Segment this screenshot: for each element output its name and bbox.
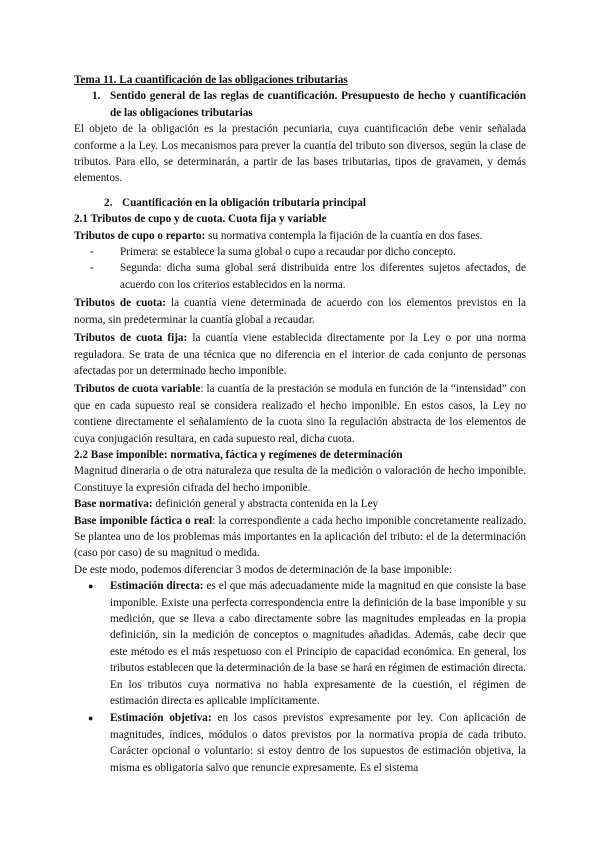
section-2-title: Cuantificación en la obligación tributaria principal: [122, 196, 366, 209]
list-item-text: [110, 578, 526, 709]
cuota-term: Tributos de cuota:: [74, 297, 166, 310]
base-factica-paragraph: [74, 513, 526, 562]
cupo-phases-list: [74, 244, 526, 293]
cupo-term: Tributos de cupo o reparto:: [74, 229, 206, 242]
modos-intro: De este modo, podemos diferenciar 3 modos de determinación de la base imponible:: [74, 563, 453, 576]
cuota-variable-term: Tributos de cuota variable: [74, 383, 201, 396]
estimacion-objetiva-term: Estimación objetiva:: [110, 712, 212, 725]
estimacion-directa-text: es el que más adecuadamente mide la magnitud en que consiste la base imponible. Existe una perfecta correspondencia entre la definición de la base imponible y su medición, que se lleva a cabo directamente sobre las magnitudes empleadas en la propia definición, sin la medición de conceptos o magnitudes añadidas. Además, cabe decir que este método es el más respetuoso con el Principio de capacidad económica. En general, los tributos establecen que la determinación de la base se hará en régimen de estimación directa. En los tributos cuya normativa no habla expresamente de la cuestión, el régimen de estimación directa es aplicable implícitamente.: [110, 580, 527, 708]
section-1-number: 1.: [92, 90, 101, 103]
list-item-text: Primera: se establece la suma global o cupo a recaudar por dicho concepto.: [120, 246, 456, 259]
base-factica-term: Base imponible fáctica o real: [74, 514, 213, 527]
subsection-2-1-heading: 2.1 Tributos de cupo y de cuota. Cuota fija y variable: [74, 213, 327, 226]
cupo-paragraph: [74, 228, 526, 244]
list-item-text: Segunda: dicha suma global será distribuida entre los diferentes sujetos afectados, de acuerdo con los criterios establecidos en la norma.: [120, 262, 526, 291]
cuota-fija-text: la cuantía viene establecida directamente por la Ley o por una norma reguladora. Se trata de una técnica que no diferencia en el interior de cada conjunto de personas afectadas por un determinado hecho imponible.: [74, 332, 526, 377]
bullet-icon: ●: [88, 713, 94, 724]
cuota-text: la cuantía viene determinada de acuerdo con los elementos previstos en la norma, sin predeterminar la cuantía global a recaudar.: [74, 297, 526, 326]
dash-marker: -: [90, 246, 94, 259]
base-imponible-intro: Magnitud dineraria o de otra naturaleza que resulta de la medición o valoración de hecho imponible. Constituye la expresión cifrada del hecho imponible.: [74, 465, 526, 494]
list-item: [88, 710, 526, 776]
section-1-paragraph: El objeto de la obligación es la prestación pecuniaria, cuya cuantificación debe venir señalada conforme a la Ley. Los mecanismos para prever la cuantía del tributo son diversos, según la clase de tributos. Para ello, se determinarán, a partir de las bases tributarias, tipos de gravamen, y demás elementos.: [74, 123, 526, 185]
base-factica-text: : la correspondiente a cada hecho imponible concretamente realizado. Se plantea uno de los problemas más importantes en la aplicación del tributo: el de la determinación (caso por caso) de su magnitud o medida.: [74, 514, 527, 560]
cuota-variable-text: : la cuantía de la prestación se modula en función de la “intensidad” con que en cada supuesto real se considera realizado el hecho imponible. En estos casos, la Ley no contiene directamente el señalamiento de la cuota sino la regulación abstracta de los elementos de cuya conjugación resultara, en cada supuesto real, dicha cuota.: [74, 383, 526, 445]
section-1-heading: [74, 88, 526, 121]
list-item: [90, 260, 526, 293]
dash-marker: -: [90, 262, 94, 275]
base-normativa-term: Base normativa:: [74, 498, 153, 511]
bullet-icon: ●: [88, 581, 94, 592]
section-2-heading: [74, 195, 526, 211]
modos-list: [74, 578, 526, 776]
list-item: [90, 244, 526, 260]
cuota-fija-term: Tributos de cuota fija:: [74, 332, 188, 345]
cuota-paragraph: [74, 295, 526, 328]
document-title: Tema 11. La cuantificación de las obligaciones tributarias: [74, 74, 348, 86]
cuota-variable-paragraph: [74, 381, 526, 447]
base-normativa-text: definición general y abstracta contenida en la Ley: [152, 498, 379, 511]
list-item: [88, 578, 526, 709]
estimacion-objetiva-text: en los casos previstos expresamente por ley. Con aplicación de magnitudes, índices, módulos o datos previstos por la normativa propia de cada tributo. Carácter opcional o voluntario: si estoy dentro de los supuestos de estimación objetiva, la misma es obligatoria salvo que renuncie expresamente. Es el sistema: [110, 712, 526, 774]
list-item-text: [110, 710, 526, 776]
section-1-title: Sentido general de las reglas de cuantificación. Presupuesto de hecho y cuantificación de las obligaciones tributarias: [110, 90, 526, 119]
cuota-fija-paragraph: [74, 330, 526, 379]
section-2-number: 2.: [104, 196, 113, 209]
cupo-text: su normativa contempla la fijación de la cuantía en dos fases.: [205, 229, 483, 242]
estimacion-directa-term: Estimación directa:: [110, 580, 204, 593]
base-normativa-paragraph: [74, 496, 526, 512]
subsection-2-2-heading: 2.2 Base imponible: normativa, fáctica y regímenes de determinación: [74, 448, 403, 461]
